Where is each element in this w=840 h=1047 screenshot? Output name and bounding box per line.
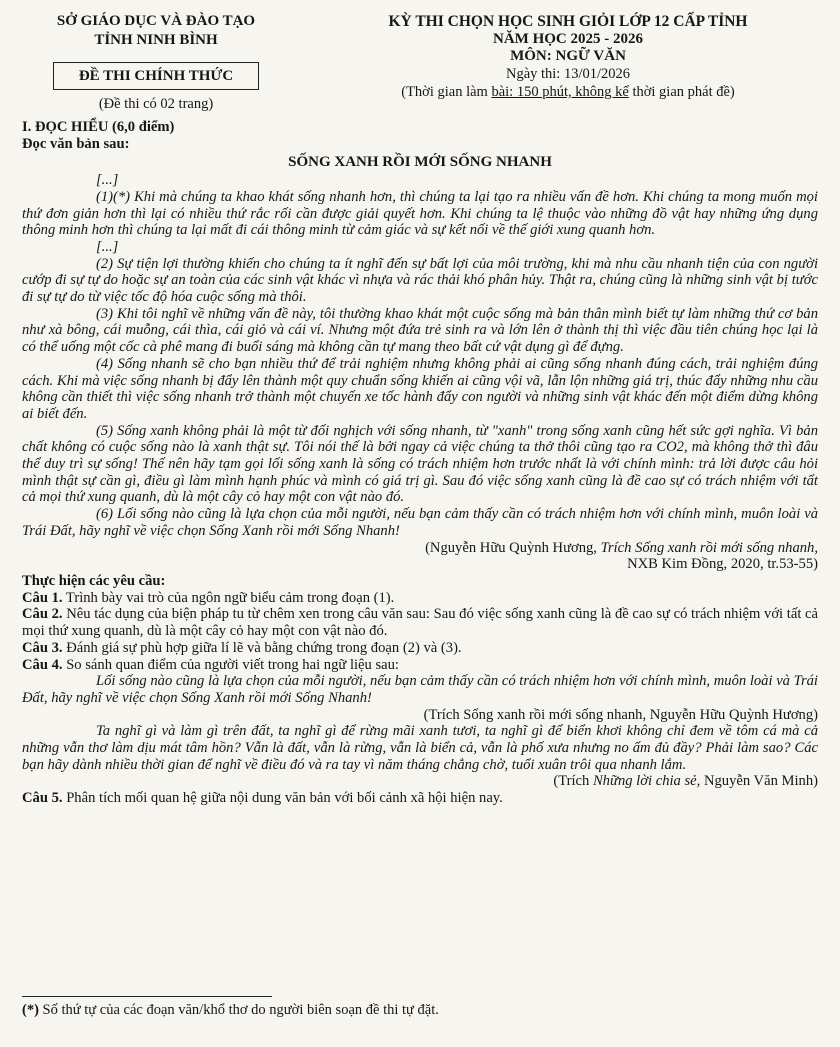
footnote: (*) Số thứ tự của các đoạn văn/khổ thơ do người biên soạn đề thi tự đặt. bbox=[22, 1002, 439, 1018]
paragraph-2: (2) Sự tiện lợi thường khiến cho chúng ta ít nghĩ đến sự bất lợi của môi trường, khi mà nhu cầu nhanh tiện của con người cướp đi sự tự do hoặc sự an toàn của các sinh vật khác vì nhựa và rác thải khó phân hủy. Thật ra, chúng cũng là những sinh vật bị tước đi sự tự do từ việc tốc độ hóa cuộc sống mà thôi. bbox=[22, 255, 818, 306]
question-5: Câu 5. Phân tích mối quan hệ giữa nội dung văn bản với bối cảnh xã hội hiện nay. bbox=[22, 790, 503, 807]
question-3: Câu 3. Đánh giá sự phù hợp giữa lí lẽ và bằng chứng trong đoạn (2) và (3). bbox=[22, 639, 462, 656]
paragraph-5: (5) Sống xanh không phải là một từ đối nghịch với sống nhanh, từ "xanh" trong sống xanh cũng hết sức gợi nghĩa. Vì bản chất không có cuộc sống nào là xanh thật sự. Tôi nói thế là bởi ngay cả việc chúng ta thở thôi cũng tạo ra CO2, mà không thở thì đâu thể duy trì sự sống! Thế nên hãy tạm gọi lối sống xanh là sống có trách nhiệm hơn trước nhất là với chính mình: trả lời được câu hỏi mình thật sự cần gì, điều gì làm mình hạnh phúc và mình có giá trị gì. Sau đó việc sống xanh cũng là đề cao sự có trách nhiệm với tất cả mọi thứ xung quanh, dù là một cây cỏ hay một con vật nào đó. bbox=[22, 422, 818, 506]
question-1: Câu 1. Trình bày vai trò của ngôn ngữ biểu cảm trong đoạn (1). bbox=[22, 589, 395, 606]
question-4-quote-2: Ta nghĩ gì và làm gì trên đất, ta nghĩ gì để rừng mãi xanh tươi, ta nghĩ gì để biển khơi không chỉ đem về tôm cá mà cả những vẫn thơ làm dịu mát tâm hồn? Vẫn là đất, vẫn là rừng, vẫn là biển cả, vẫn là phố xưa nhưng no ấm đủ đầy? Phải làm sao? Các bạn hãy dành nhiều thời gian để nghĩ về điều đó và ra tay vì năm tháng chẳng chờ, tuổi xuân trôi qua nhanh lắm. bbox=[22, 723, 818, 773]
ellipsis: [...] bbox=[96, 238, 119, 255]
question-4-source-1: (Trích Sống xanh rồi mới sống nhanh, Nguyễn Hữu Quỳnh Hương) bbox=[423, 706, 818, 723]
exam-title: KỲ THI CHỌN HỌC SINH GIỎI LỚP 12 CẤP TỈNH bbox=[388, 13, 748, 30]
tasks-heading: Thực hiện các yêu cầu: bbox=[22, 572, 166, 589]
paragraph-3: (3) Khi tôi nghĩ về những vấn đề này, tôi thường khao khát một cuộc sống mà bản thân mình biết tự làm những thứ cơ bản như xà bông, cái muỗng, cái thìa, cái giỏ và cái ví. Nhưng một đứa trẻ sinh ra và lớn lên ở thành thị thì việc đầu tiên chúng học lại là có thể uống một cốc cà phê mang đi buổi sáng mà không cần tự mang theo bất cứ vật dụng gì để đựng. bbox=[22, 305, 818, 356]
exam-header bbox=[0, 12, 840, 116]
issuer-block bbox=[40, 12, 272, 113]
question-4: Câu 4. So sánh quan điểm của người viết trong hai ngữ liệu sau: bbox=[22, 656, 399, 673]
passage-source: (Nguyễn Hữu Quỳnh Hương, Trích Sống xanh rồi mới sống nhanh, bbox=[425, 539, 818, 556]
section-heading: I. ĐỌC HIỂU (6,0 điểm) bbox=[22, 119, 175, 135]
passage-publisher: NXB Kim Đồng, 2020, tr.53-55) bbox=[627, 556, 818, 573]
paragraph-6: (6) Lối sống nào cũng là lựa chọn của mỗi người, nếu bạn cảm thấy cần có trách nhiệm hơn với chính mình, muôn loài và Trái Đất, hãy nghĩ về việc chọn Sống Xanh rồi mới Sống Nhanh! bbox=[22, 506, 818, 539]
footnote-divider bbox=[22, 996, 272, 997]
time-limit: (Thời gian làm bài: 150 phút, không kể thời gian phát đề) bbox=[401, 84, 735, 100]
paragraph-1: (1)(*) Khi mà chúng ta khao khát sống nhanh hơn, thì chúng ta lại tạo ra nhiều vấn đề hơn. Khi chúng ta mong muốn mọi thứ đơn giản hơn thì lại có nhiều thứ rắc rối cần được giải quyết hơn. Khi chúng ta lệ thuộc vào những đồ vật hay những ứng dụng thông minh hơn thì chúng ta lại mất đi cái thông minh từ cảm giác và sự kết nối về thế giới xung quanh hơn. bbox=[22, 188, 818, 239]
passage-title: SỐNG XANH RỒI MỚI SỐNG NHANH bbox=[288, 154, 552, 171]
question-4-source-2: (Trích Những lời chia sẻ, Nguyễn Văn Minh) bbox=[553, 773, 818, 790]
question-2: Câu 2. Nêu tác dụng của biện pháp tu từ chêm xen trong câu văn sau: Sau đó việc sống xanh cũng là đề cao sự có trách nhiệm với tất cả mọi thứ xung quanh, dù là một cây cỏ hay một con vật nào đó. bbox=[22, 606, 819, 640]
school-year: NĂM HỌC 2025 - 2026 bbox=[493, 31, 643, 47]
province-name: TỈNH NINH BÌNH bbox=[94, 32, 218, 48]
exam-date: Ngày thi: 13/01/2026 bbox=[505, 66, 631, 82]
paragraph-4: (4) Sống nhanh sẽ cho bạn nhiều thứ để trải nghiệm nhưng không phải ai cũng sống nhanh đúng cách, trải nghiệm đúng cách. Khi mà việc sống nhanh bị đẩy lên thành một quy chuẩn sống khiến ai cũng vội vã, lẫn lộn những giá trị, thúc đẩy những nhu cầu không cần thiết thì việc sống nhanh trở thành một chuyến xe tốc hành đẩy con người và những sinh vật khác đến một điểm dừng không ai biết đến. bbox=[22, 355, 818, 422]
page-count-note: (Đề thi có 02 trang) bbox=[98, 96, 214, 112]
official-exam-box: ĐỀ THI CHÍNH THỨC bbox=[53, 62, 259, 90]
question-4-quote-1: Lối sống nào cũng là lựa chọn của mỗi người, nếu bạn cảm thấy cần có trách nhiệm hơn với chính mình, muôn loài và Trái Đất, hãy nghĩ về việc chọn Sống Xanh rồi mới Sống Nhanh! bbox=[22, 673, 818, 706]
exam-content bbox=[22, 119, 818, 807]
reading-instruction: Đọc văn bản sau: bbox=[22, 135, 130, 152]
exam-info-block bbox=[318, 12, 818, 101]
department-name: SỞ GIÁO DỤC VÀ ĐÀO TẠO bbox=[56, 13, 256, 29]
ellipsis: [...] bbox=[96, 172, 119, 189]
subject: MÔN: NGỮ VĂN bbox=[510, 48, 626, 64]
